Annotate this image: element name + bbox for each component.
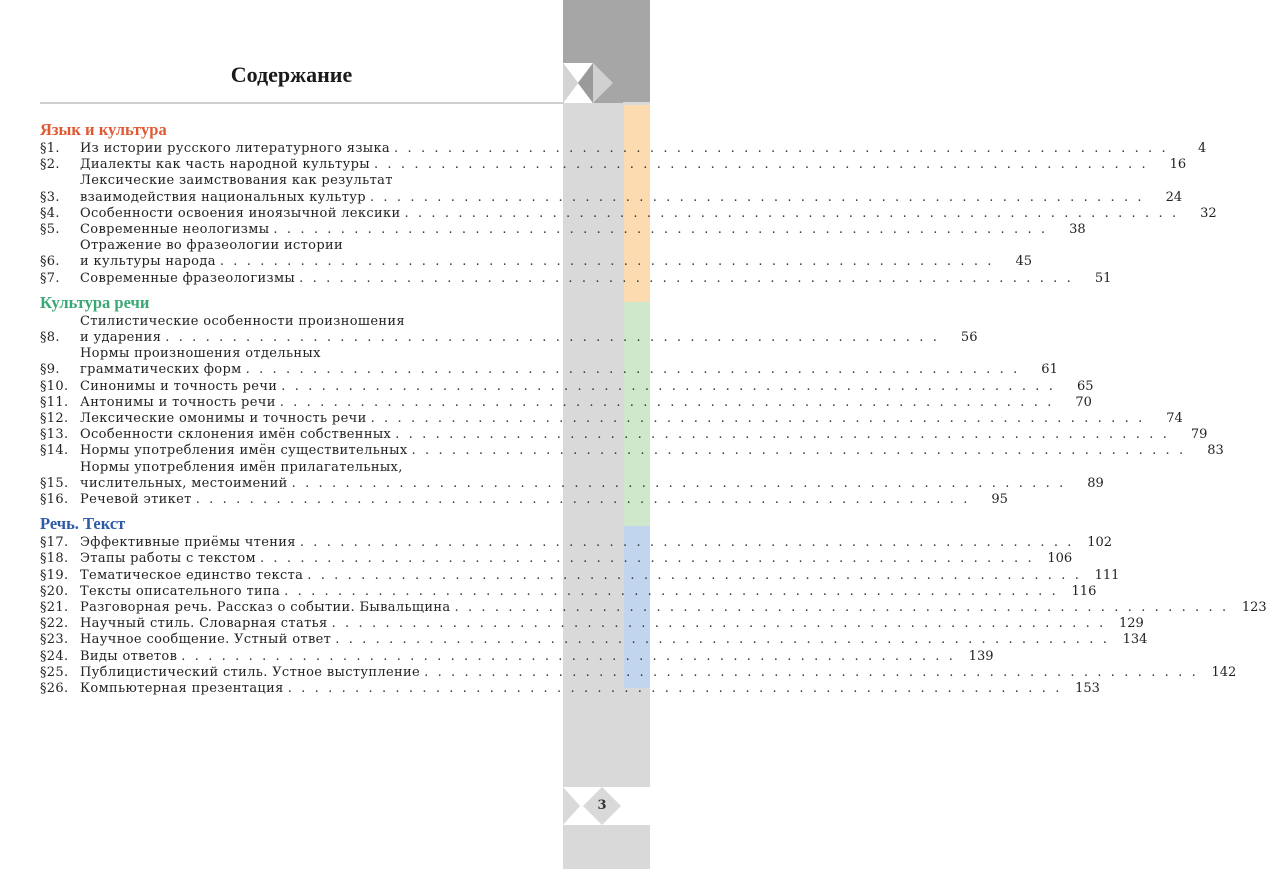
page-ref: 111 bbox=[1094, 567, 1120, 583]
page-ref: 153 bbox=[1075, 681, 1100, 697]
paragraph-number: §10. bbox=[40, 378, 69, 394]
entry-title: Антонимы и точность речи bbox=[80, 394, 276, 410]
toc-entry[interactable] bbox=[40, 551, 1073, 567]
dot-leader bbox=[300, 535, 1074, 551]
entry-title: грамматических форм bbox=[80, 362, 242, 378]
entry-title: Тематическое единство текста bbox=[80, 567, 304, 583]
toc-entry[interactable] bbox=[40, 222, 1086, 238]
page-ref: 24 bbox=[1165, 189, 1183, 205]
entry-title: числительных, местоимений bbox=[80, 475, 288, 491]
page-ref: 134 bbox=[1122, 632, 1148, 648]
page-ref: 139 bbox=[968, 648, 994, 664]
toc-entry[interactable] bbox=[40, 346, 1058, 378]
dot-leader bbox=[412, 443, 1186, 459]
paragraph-number: §15. bbox=[40, 475, 69, 491]
toc-entry[interactable] bbox=[40, 492, 1008, 508]
page-ref: 56 bbox=[960, 330, 978, 346]
page-ref: 4 bbox=[1197, 141, 1207, 156]
dot-leader bbox=[424, 665, 1198, 681]
paragraph-number: §5. bbox=[40, 222, 60, 238]
entry-title: Нормы употребления имён прилагательных, bbox=[80, 459, 403, 475]
toc-entry[interactable] bbox=[40, 535, 1113, 551]
dot-leader bbox=[394, 141, 1168, 157]
dot-leader bbox=[455, 600, 1229, 616]
paragraph-number: §25. bbox=[40, 664, 69, 680]
dot-leader bbox=[395, 427, 1169, 443]
page-ref: 32 bbox=[1200, 205, 1217, 221]
paragraph-number: §12. bbox=[40, 411, 69, 427]
toc-entry[interactable] bbox=[40, 443, 1224, 459]
paragraph-number: §8. bbox=[40, 330, 60, 346]
entry-title: Тексты описательного типа bbox=[80, 583, 281, 599]
section-heading: Язык и культура bbox=[40, 120, 167, 139]
paragraph-number: §24. bbox=[40, 648, 69, 664]
entry-title: Научный стиль. Словарная статья bbox=[80, 616, 328, 632]
entry-title: взаимодействия национальных культур bbox=[80, 189, 366, 205]
paragraph-number: §20. bbox=[40, 583, 69, 599]
page-title: Содержание bbox=[230, 62, 353, 87]
paragraph-number: §22. bbox=[40, 616, 69, 632]
dot-leader bbox=[281, 379, 1055, 395]
dot-leader bbox=[307, 568, 1081, 584]
paragraph-number: §9. bbox=[40, 362, 60, 378]
entry-title: Особенности склонения имён собственных bbox=[80, 427, 392, 443]
toc-entry[interactable] bbox=[40, 664, 1237, 681]
page-ref: 129 bbox=[1118, 616, 1144, 632]
toc-entry[interactable] bbox=[40, 157, 1187, 173]
paragraph-number: §13. bbox=[40, 427, 69, 443]
paragraph-number: §14. bbox=[40, 443, 69, 459]
toc-entry[interactable] bbox=[40, 583, 1097, 600]
toc-entry[interactable] bbox=[40, 141, 1207, 157]
toc-entry[interactable] bbox=[40, 411, 1183, 427]
paragraph-number: §7. bbox=[40, 270, 60, 286]
page-ref: 123 bbox=[1241, 600, 1267, 616]
page-ref: 65 bbox=[1076, 378, 1094, 394]
entry-title: Отражение во фразеологии истории bbox=[80, 238, 344, 254]
section-heading: Речь. Текст bbox=[40, 514, 126, 534]
dot-leader bbox=[181, 649, 955, 665]
page-ref: 142 bbox=[1211, 664, 1237, 680]
page-ref: 83 bbox=[1207, 443, 1224, 459]
paragraph-number: §6. bbox=[40, 254, 60, 270]
paragraph-number: §2. bbox=[40, 157, 60, 173]
toc-entry[interactable] bbox=[40, 205, 1217, 222]
paragraph-number: §21. bbox=[40, 600, 69, 616]
toc-entry[interactable] bbox=[40, 648, 994, 665]
dot-leader bbox=[284, 584, 1058, 600]
entry-title: Синонимы и точность речи bbox=[80, 378, 278, 394]
entry-title: Из истории русского литературного языка bbox=[80, 141, 391, 156]
page-ref: 45 bbox=[1015, 254, 1033, 270]
entry-title: Эффективные приёмы чтения bbox=[80, 535, 296, 551]
dot-leader bbox=[288, 681, 1062, 697]
paragraph-number: §26. bbox=[40, 681, 69, 697]
entry-title: Лексические заимствования как результат bbox=[80, 173, 393, 189]
dot-leader bbox=[273, 222, 1047, 238]
toc-entry[interactable] bbox=[40, 378, 1094, 395]
toc-entry[interactable] bbox=[40, 681, 1100, 697]
dot-leader bbox=[246, 362, 1020, 378]
entry-title: Стилистические особенности произношения bbox=[80, 313, 405, 329]
page-ref: 70 bbox=[1075, 394, 1092, 410]
dot-leader bbox=[196, 492, 970, 508]
page-ref: 61 bbox=[1041, 362, 1058, 378]
paragraph-number: §18. bbox=[40, 551, 69, 567]
entry-title: Научное сообщение. Устный ответ bbox=[80, 632, 332, 648]
toc-entry[interactable] bbox=[40, 313, 978, 346]
toc-entry[interactable] bbox=[40, 567, 1120, 584]
entry-title: Речевой этикет bbox=[80, 492, 192, 508]
dot-leader bbox=[374, 157, 1148, 173]
page-ref: 102 bbox=[1087, 535, 1113, 551]
paragraph-number: §3. bbox=[40, 189, 60, 205]
toc-entry[interactable] bbox=[40, 600, 1267, 616]
toc-entry[interactable] bbox=[40, 427, 1208, 443]
toc-entry[interactable] bbox=[40, 632, 1148, 648]
toc-entry[interactable] bbox=[40, 394, 1092, 411]
paragraph-number: §17. bbox=[40, 535, 69, 551]
page-ref: 116 bbox=[1071, 583, 1097, 599]
page-number: 3 bbox=[597, 798, 607, 813]
entry-title: и ударения bbox=[80, 330, 162, 346]
paragraph-number: §11. bbox=[40, 394, 69, 410]
dot-leader bbox=[260, 551, 1034, 567]
dot-leader bbox=[371, 411, 1145, 427]
paragraph-number: §23. bbox=[40, 632, 69, 648]
entry-title: Лексические омонимы и точность речи bbox=[80, 411, 367, 427]
paragraph-number: §16. bbox=[40, 492, 69, 508]
page-ref: 51 bbox=[1094, 270, 1112, 286]
dot-leader bbox=[220, 254, 994, 270]
dot-leader bbox=[280, 395, 1054, 411]
entry-title: Публицистический стиль. Устное выступление bbox=[80, 664, 421, 680]
title-divider bbox=[40, 102, 564, 104]
entry-title: Этапы работы с текстом bbox=[80, 551, 256, 567]
toc-entry[interactable] bbox=[40, 270, 1112, 287]
paragraph-number: §4. bbox=[40, 205, 60, 221]
paragraph-number: §1. bbox=[40, 141, 60, 156]
dot-leader bbox=[299, 271, 1073, 287]
entry-title: Нормы произношения отдельных bbox=[80, 346, 321, 362]
dot-leader bbox=[404, 206, 1178, 222]
toc-entry[interactable] bbox=[40, 238, 1033, 270]
page-ref: 79 bbox=[1190, 427, 1208, 443]
entry-title: Виды ответов bbox=[80, 648, 178, 664]
page-ref: 89 bbox=[1087, 475, 1104, 491]
page-ref: 95 bbox=[991, 492, 1008, 508]
dot-leader bbox=[335, 632, 1109, 648]
entry-title: Нормы употребления имён существительных bbox=[80, 443, 408, 459]
dot-leader bbox=[292, 476, 1066, 492]
table-of-contents bbox=[40, 118, 1267, 697]
paragraph-number: §19. bbox=[40, 567, 69, 583]
entry-title: Разговорная речь. Рассказ о событии. Бывальщина bbox=[80, 600, 451, 616]
page-ref: 106 bbox=[1047, 551, 1073, 567]
toc-entry[interactable] bbox=[40, 459, 1104, 492]
toc-entry[interactable] bbox=[40, 173, 1183, 205]
toc-entry[interactable] bbox=[40, 616, 1144, 632]
dot-leader bbox=[332, 616, 1106, 632]
page-ref: 16 bbox=[1169, 157, 1187, 173]
entry-title: и культуры народа bbox=[80, 254, 216, 270]
entry-title: Современные неологизмы bbox=[80, 222, 270, 238]
dot-leader bbox=[370, 190, 1144, 206]
entry-title: Диалекты как часть народной культуры bbox=[80, 157, 370, 173]
page-ref: 38 bbox=[1069, 222, 1086, 238]
entry-title: Современные фразеологизмы bbox=[80, 270, 296, 286]
entry-title: Особенности освоения иноязычной лексики bbox=[80, 205, 401, 221]
section-heading: Культура речи bbox=[40, 292, 150, 312]
page-ref: 74 bbox=[1166, 411, 1183, 427]
entry-title: Компьютерная презентация bbox=[80, 681, 284, 697]
dot-leader bbox=[165, 330, 939, 346]
